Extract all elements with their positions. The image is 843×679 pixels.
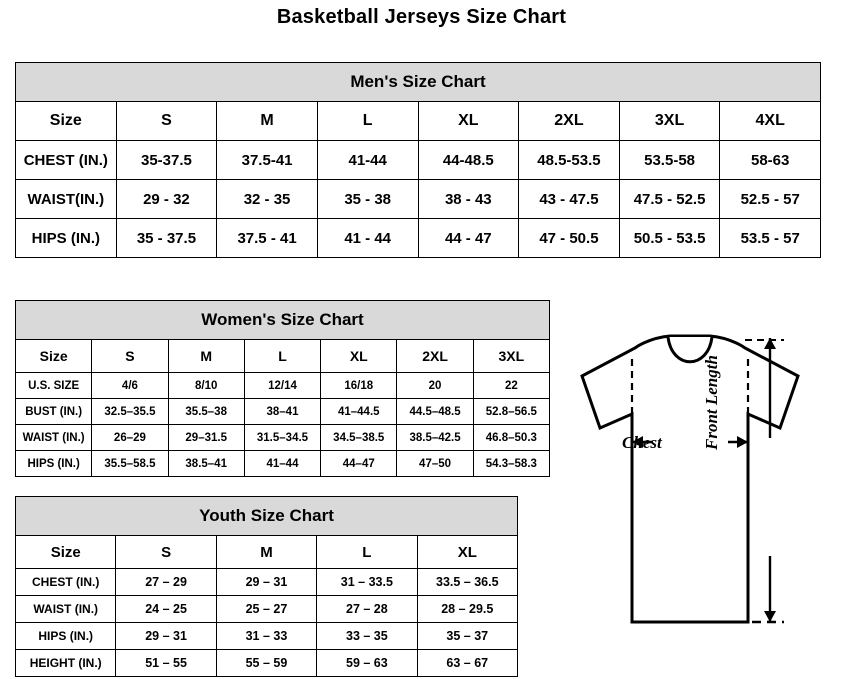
cell-waist-m: 29–31.5 bbox=[168, 425, 244, 451]
table-row bbox=[16, 451, 550, 477]
womens-size-chart-table bbox=[15, 300, 550, 477]
youth-size-chart-table bbox=[15, 496, 518, 677]
row-label-us-size: U.S. SIZE bbox=[16, 373, 92, 399]
row-label-chest: CHEST (IN.) bbox=[16, 569, 116, 596]
table-row bbox=[16, 219, 821, 258]
cell-waist-4xl: 52.5 - 57 bbox=[720, 180, 821, 219]
mens-size-chart-table bbox=[15, 62, 821, 258]
cell-chest-s: 27 – 29 bbox=[116, 569, 216, 596]
cell-hips-m: 31 – 33 bbox=[216, 623, 316, 650]
column-header-xl: XL bbox=[417, 536, 517, 569]
cell-chest-l: 31 – 33.5 bbox=[317, 569, 417, 596]
cell-waist-s: 26–29 bbox=[92, 425, 168, 451]
cell-waist-l: 31.5–34.5 bbox=[244, 425, 320, 451]
table-caption-row bbox=[16, 301, 550, 340]
cell-bust-xl: 41–44.5 bbox=[321, 399, 397, 425]
column-header-2xl: 2XL bbox=[397, 340, 473, 373]
cell-waist-3xl: 46.8–50.3 bbox=[473, 425, 549, 451]
row-label-hips: HIPS (IN.) bbox=[16, 623, 116, 650]
cell-height-xl: 63 – 67 bbox=[417, 650, 517, 677]
cell-waist-3xl: 47.5 - 52.5 bbox=[619, 180, 720, 219]
cell-us-size-s: 4/6 bbox=[92, 373, 168, 399]
cell-us-size-xl: 16/18 bbox=[321, 373, 397, 399]
cell-waist-2xl: 38.5–42.5 bbox=[397, 425, 473, 451]
chest-label: Chest bbox=[622, 433, 662, 452]
column-header-3xl: 3XL bbox=[473, 340, 549, 373]
mens-chart-caption: Men's Size Chart bbox=[16, 63, 821, 102]
column-header-xl: XL bbox=[321, 340, 397, 373]
column-header-size: Size bbox=[16, 340, 92, 373]
row-label-waist: WAIST(IN.) bbox=[16, 180, 117, 219]
column-header-s: S bbox=[92, 340, 168, 373]
womens-chart-caption: Women's Size Chart bbox=[16, 301, 550, 340]
table-row bbox=[16, 180, 821, 219]
jersey-outline-svg bbox=[540, 330, 840, 660]
table-row bbox=[16, 425, 550, 451]
youth-chart-caption: Youth Size Chart bbox=[16, 497, 518, 536]
table-row bbox=[16, 596, 518, 623]
table-row bbox=[16, 399, 550, 425]
table-caption-row bbox=[16, 63, 821, 102]
cell-hips-4xl: 53.5 - 57 bbox=[720, 219, 821, 258]
table-row bbox=[16, 373, 550, 399]
front-length-label: Front Length bbox=[702, 355, 721, 450]
cell-hips-s: 35.5–58.5 bbox=[92, 451, 168, 477]
cell-waist-xl: 38 - 43 bbox=[418, 180, 519, 219]
cell-hips-xl: 35 – 37 bbox=[417, 623, 517, 650]
front-length-arrow-bottom bbox=[764, 611, 776, 622]
cell-waist-2xl: 43 - 47.5 bbox=[519, 180, 620, 219]
cell-waist-m: 32 - 35 bbox=[217, 180, 318, 219]
column-header-l: L bbox=[317, 102, 418, 141]
cell-chest-s: 35-37.5 bbox=[116, 141, 217, 180]
row-label-waist: WAIST (IN.) bbox=[16, 596, 116, 623]
cell-us-size-l: 12/14 bbox=[244, 373, 320, 399]
jersey-measurement-diagram bbox=[540, 330, 840, 660]
cell-bust-m: 35.5–38 bbox=[168, 399, 244, 425]
cell-hips-l: 33 – 35 bbox=[317, 623, 417, 650]
table-caption-row bbox=[16, 497, 518, 536]
cell-hips-2xl: 47 - 50.5 bbox=[519, 219, 620, 258]
table-row bbox=[16, 141, 821, 180]
cell-waist-l: 27 – 28 bbox=[317, 596, 417, 623]
column-header-2xl: 2XL bbox=[519, 102, 620, 141]
cell-chest-xl: 44-48.5 bbox=[418, 141, 519, 180]
table-row bbox=[16, 650, 518, 677]
column-header-s: S bbox=[116, 536, 216, 569]
row-label-bust: BUST (IN.) bbox=[16, 399, 92, 425]
column-header-l: L bbox=[317, 536, 417, 569]
column-header-size: Size bbox=[16, 102, 117, 141]
column-header-m: M bbox=[217, 102, 318, 141]
column-header-l: L bbox=[244, 340, 320, 373]
cell-chest-3xl: 53.5-58 bbox=[619, 141, 720, 180]
row-label-hips: HIPS (IN.) bbox=[16, 219, 117, 258]
cell-chest-l: 41-44 bbox=[317, 141, 418, 180]
cell-waist-s: 29 - 32 bbox=[116, 180, 217, 219]
cell-hips-2xl: 47–50 bbox=[397, 451, 473, 477]
cell-height-m: 55 – 59 bbox=[216, 650, 316, 677]
table-row bbox=[16, 569, 518, 596]
cell-bust-3xl: 52.8–56.5 bbox=[473, 399, 549, 425]
cell-hips-l: 41–44 bbox=[244, 451, 320, 477]
row-label-waist: WAIST (IN.) bbox=[16, 425, 92, 451]
page-title: Basketball Jerseys Size Chart bbox=[276, 6, 567, 28]
cell-hips-3xl: 54.3–58.3 bbox=[473, 451, 549, 477]
cell-waist-xl: 34.5–38.5 bbox=[321, 425, 397, 451]
cell-hips-s: 29 – 31 bbox=[116, 623, 216, 650]
table-header-row bbox=[16, 340, 550, 373]
cell-height-s: 51 – 55 bbox=[116, 650, 216, 677]
cell-hips-xl: 44 - 47 bbox=[418, 219, 519, 258]
cell-chest-m: 37.5-41 bbox=[217, 141, 318, 180]
table-row bbox=[16, 623, 518, 650]
table-header-row bbox=[16, 102, 821, 141]
cell-us-size-m: 8/10 bbox=[168, 373, 244, 399]
cell-hips-3xl: 50.5 - 53.5 bbox=[619, 219, 720, 258]
cell-waist-xl: 28 – 29.5 bbox=[417, 596, 517, 623]
cell-hips-s: 35 - 37.5 bbox=[116, 219, 217, 258]
row-label-hips: HIPS (IN.) bbox=[16, 451, 92, 477]
column-header-size: Size bbox=[16, 536, 116, 569]
cell-hips-l: 41 - 44 bbox=[317, 219, 418, 258]
column-header-3xl: 3XL bbox=[619, 102, 720, 141]
column-header-m: M bbox=[216, 536, 316, 569]
front-length-label-mask bbox=[758, 438, 782, 556]
cell-hips-m: 38.5–41 bbox=[168, 451, 244, 477]
row-label-height: HEIGHT (IN.) bbox=[16, 650, 116, 677]
cell-waist-s: 24 – 25 bbox=[116, 596, 216, 623]
cell-us-size-2xl: 20 bbox=[397, 373, 473, 399]
cell-waist-m: 25 – 27 bbox=[216, 596, 316, 623]
cell-waist-l: 35 - 38 bbox=[317, 180, 418, 219]
cell-chest-xl: 33.5 – 36.5 bbox=[417, 569, 517, 596]
cell-bust-2xl: 44.5–48.5 bbox=[397, 399, 473, 425]
column-header-m: M bbox=[168, 340, 244, 373]
cell-chest-m: 29 – 31 bbox=[216, 569, 316, 596]
cell-bust-l: 38–41 bbox=[244, 399, 320, 425]
row-label-chest: CHEST (IN.) bbox=[16, 141, 117, 180]
cell-chest-4xl: 58-63 bbox=[720, 141, 821, 180]
column-header-xl: XL bbox=[418, 102, 519, 141]
table-header-row bbox=[16, 536, 518, 569]
cell-height-l: 59 – 63 bbox=[317, 650, 417, 677]
cell-chest-2xl: 48.5-53.5 bbox=[519, 141, 620, 180]
column-header-s: S bbox=[116, 102, 217, 141]
cell-hips-xl: 44–47 bbox=[321, 451, 397, 477]
column-header-4xl: 4XL bbox=[720, 102, 821, 141]
cell-bust-s: 32.5–35.5 bbox=[92, 399, 168, 425]
cell-us-size-3xl: 22 bbox=[473, 373, 549, 399]
cell-hips-m: 37.5 - 41 bbox=[217, 219, 318, 258]
